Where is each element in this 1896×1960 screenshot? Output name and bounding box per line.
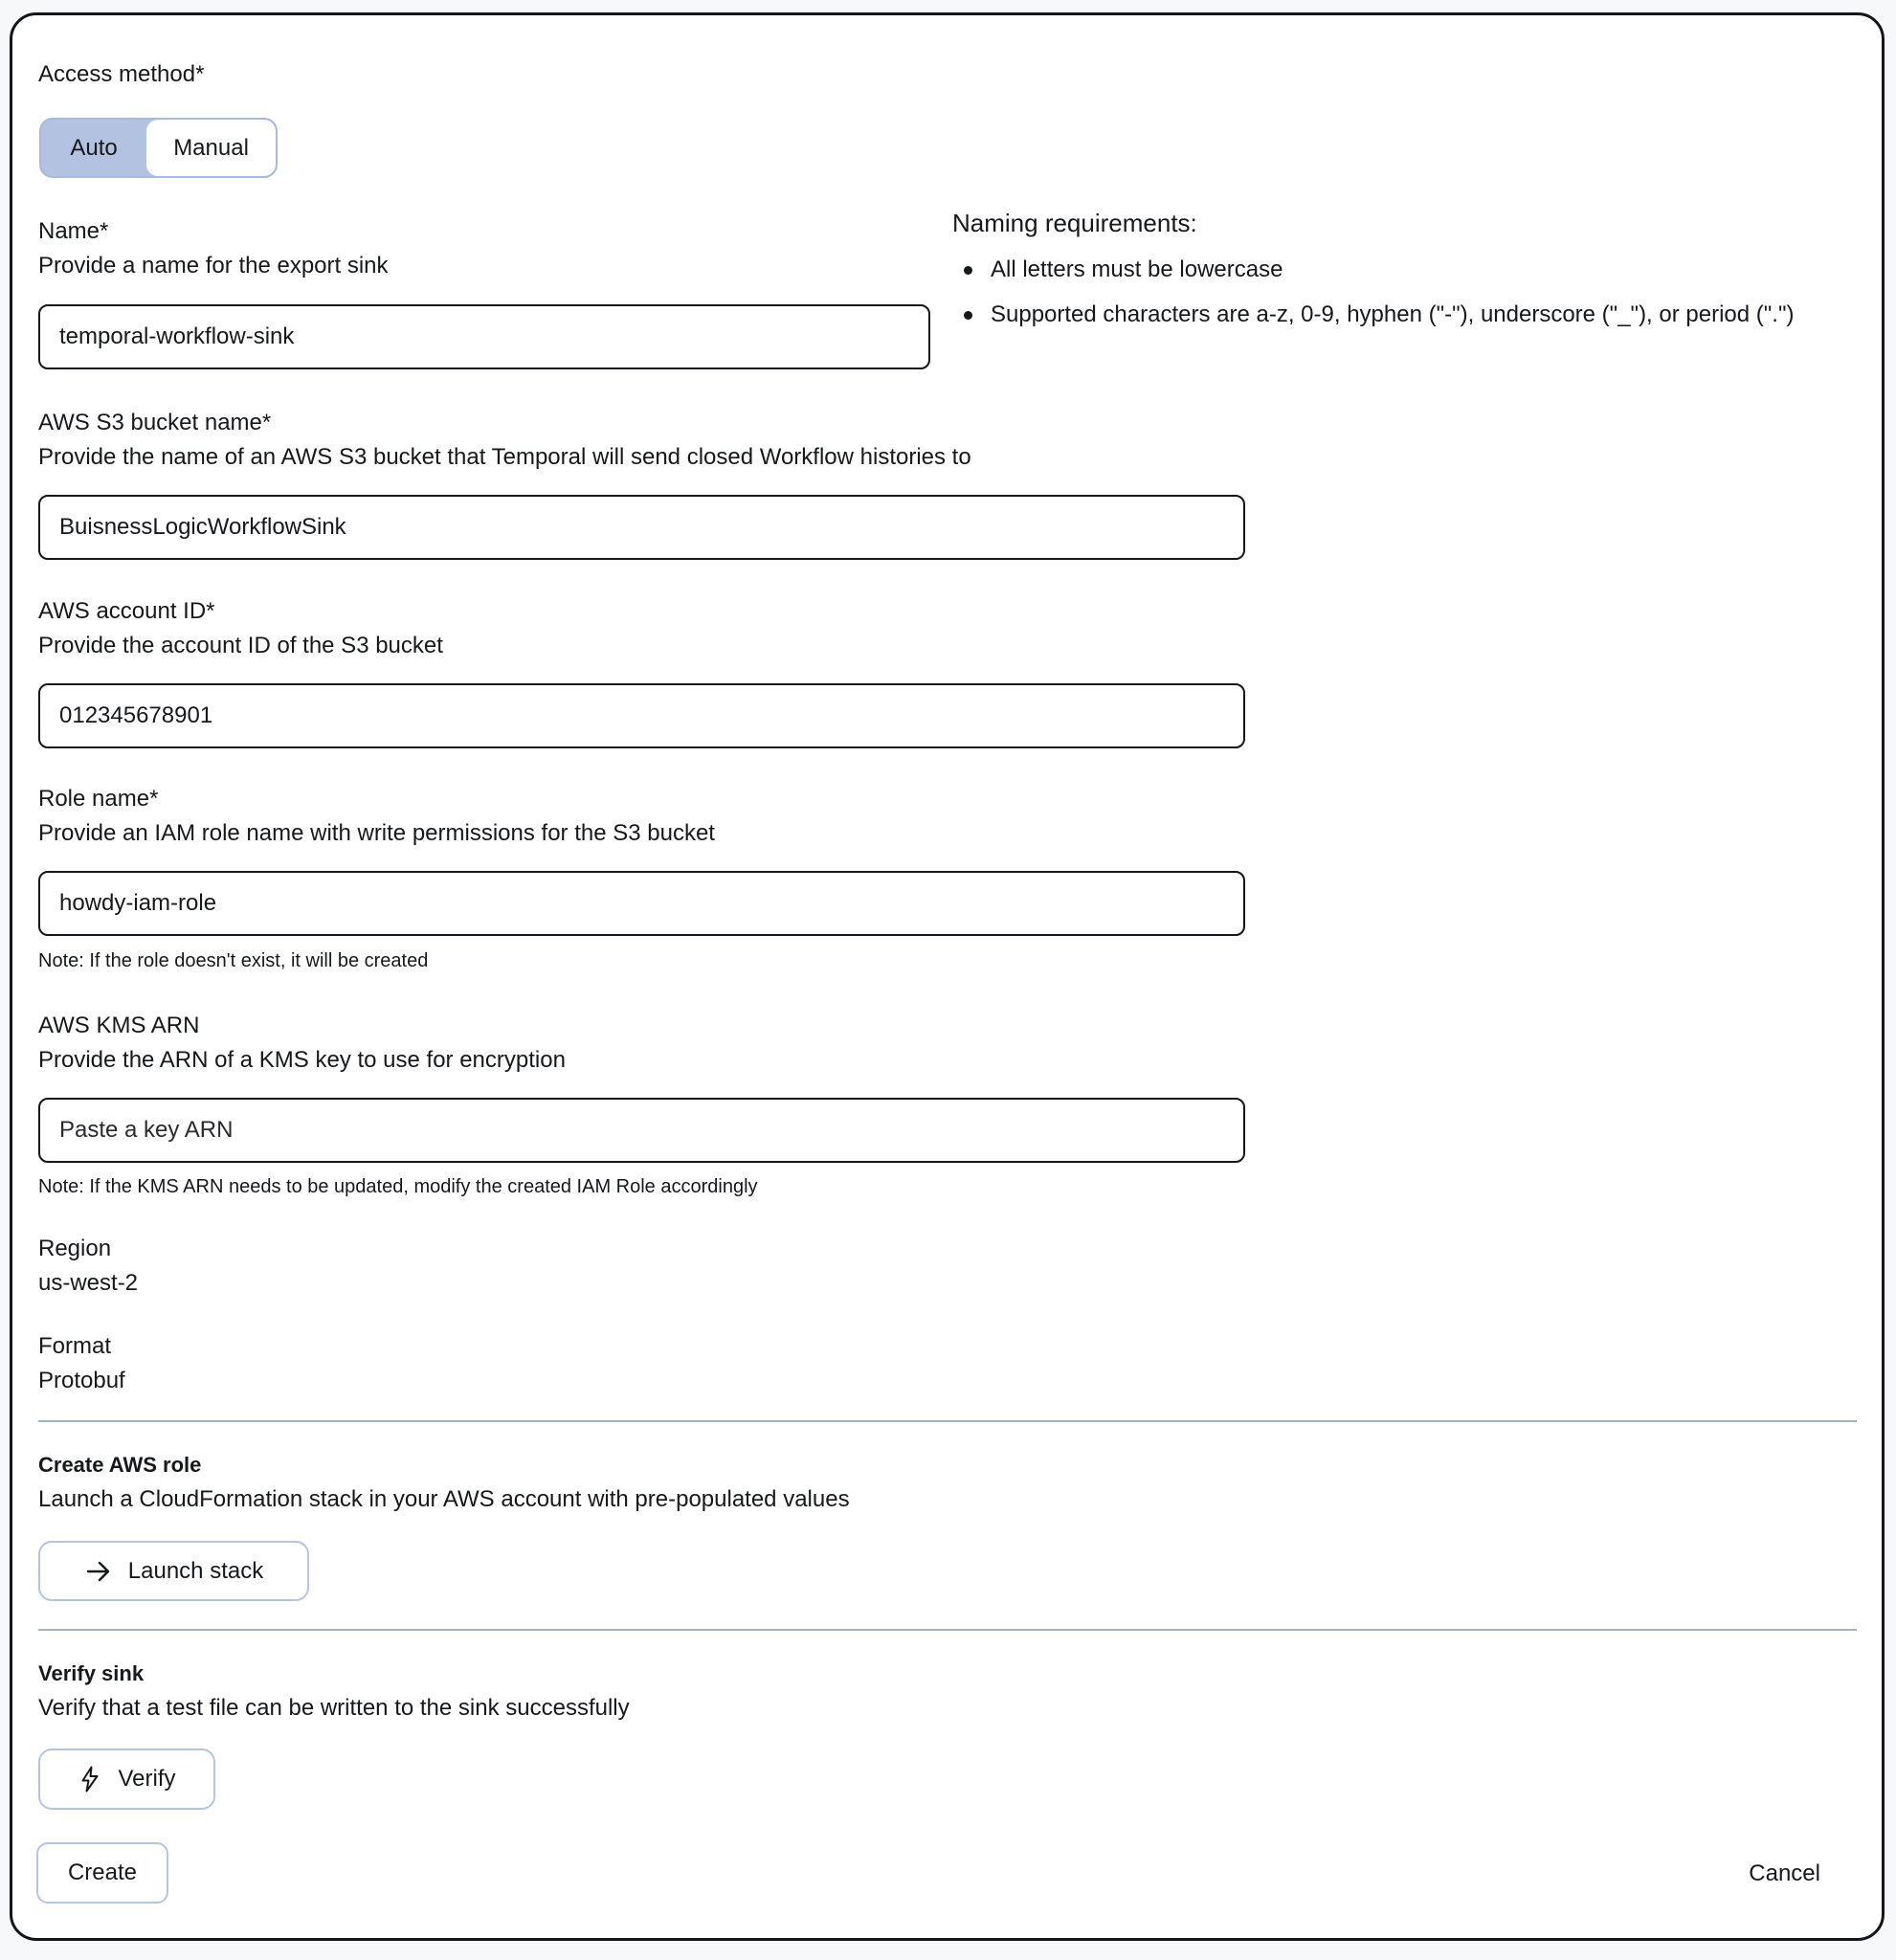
create-role-description: Launch a CloudFormation stack in your AWS account with pre-populated values bbox=[38, 1486, 850, 1512]
role-name-label: Role name* bbox=[38, 786, 159, 812]
launch-stack-button[interactable] bbox=[38, 1541, 309, 1601]
format-label: Format bbox=[38, 1333, 112, 1359]
role-name-note: Note: If the role doesn't exist, it will be created bbox=[38, 950, 429, 971]
role-name-input[interactable] bbox=[38, 871, 1245, 936]
name-description: Provide a name for the export sink bbox=[38, 253, 389, 278]
account-id-description: Provide the account ID of the S3 bucket bbox=[38, 633, 443, 658]
region-value: us-west-2 bbox=[38, 1270, 139, 1296]
name-input[interactable] bbox=[38, 304, 930, 369]
access-method-auto-option[interactable]: Auto bbox=[41, 120, 146, 176]
access-method-toggle bbox=[39, 118, 278, 178]
naming-requirement-item: All letters must be lowercase bbox=[952, 251, 1842, 289]
verify-sink-description: Verify that a test file can be written to the sink successfully bbox=[38, 1695, 630, 1721]
account-id-label: AWS account ID* bbox=[38, 598, 215, 624]
kms-arn-label: AWS KMS ARN bbox=[38, 1013, 200, 1038]
access-method-manual-option[interactable]: Manual bbox=[146, 120, 276, 176]
verify-button[interactable] bbox=[38, 1748, 215, 1810]
divider bbox=[38, 1629, 1857, 1631]
naming-requirements bbox=[952, 207, 1842, 341]
verify-sink-title: Verify sink bbox=[38, 1661, 145, 1685]
account-id-input[interactable] bbox=[38, 683, 1245, 748]
s3-bucket-input[interactable] bbox=[38, 495, 1245, 560]
lightning-bolt-icon bbox=[78, 1765, 102, 1793]
kms-arn-note: Note: If the KMS ARN needs to be updated, modify the created IAM Role accordingly bbox=[38, 1176, 758, 1197]
s3-bucket-label: AWS S3 bucket name* bbox=[38, 410, 272, 435]
launch-stack-label: Launch stack bbox=[127, 1557, 264, 1584]
naming-requirement-item: Supported characters are a-z, 0-9, hyphen ("-"), underscore ("_"), or period (".") bbox=[952, 296, 1842, 334]
cancel-button[interactable]: Cancel bbox=[1749, 1860, 1820, 1886]
access-method-label: Access method* bbox=[38, 61, 205, 87]
region-label: Region bbox=[38, 1236, 112, 1261]
format-value: Protobuf bbox=[38, 1368, 125, 1393]
s3-bucket-description: Provide the name of an AWS S3 bucket that Temporal will send closed Workflow histories to bbox=[38, 444, 971, 470]
kms-arn-description: Provide the ARN of a KMS key to use for encryption bbox=[38, 1047, 566, 1073]
naming-requirements-list bbox=[952, 251, 1842, 334]
export-sink-form-card bbox=[10, 12, 1885, 1941]
create-button[interactable] bbox=[36, 1842, 168, 1904]
arrow-right-icon bbox=[84, 1557, 113, 1586]
name-label: Name* bbox=[38, 218, 109, 244]
create-role-title: Create AWS role bbox=[38, 1453, 202, 1477]
kms-arn-input[interactable] bbox=[38, 1098, 1245, 1163]
verify-label: Verify bbox=[118, 1766, 176, 1792]
create-label: Create bbox=[67, 1860, 138, 1885]
role-name-description: Provide an IAM role name with write permissions for the S3 bucket bbox=[38, 820, 715, 846]
naming-requirements-title: Naming requirements: bbox=[952, 209, 1197, 237]
divider bbox=[38, 1420, 1857, 1422]
